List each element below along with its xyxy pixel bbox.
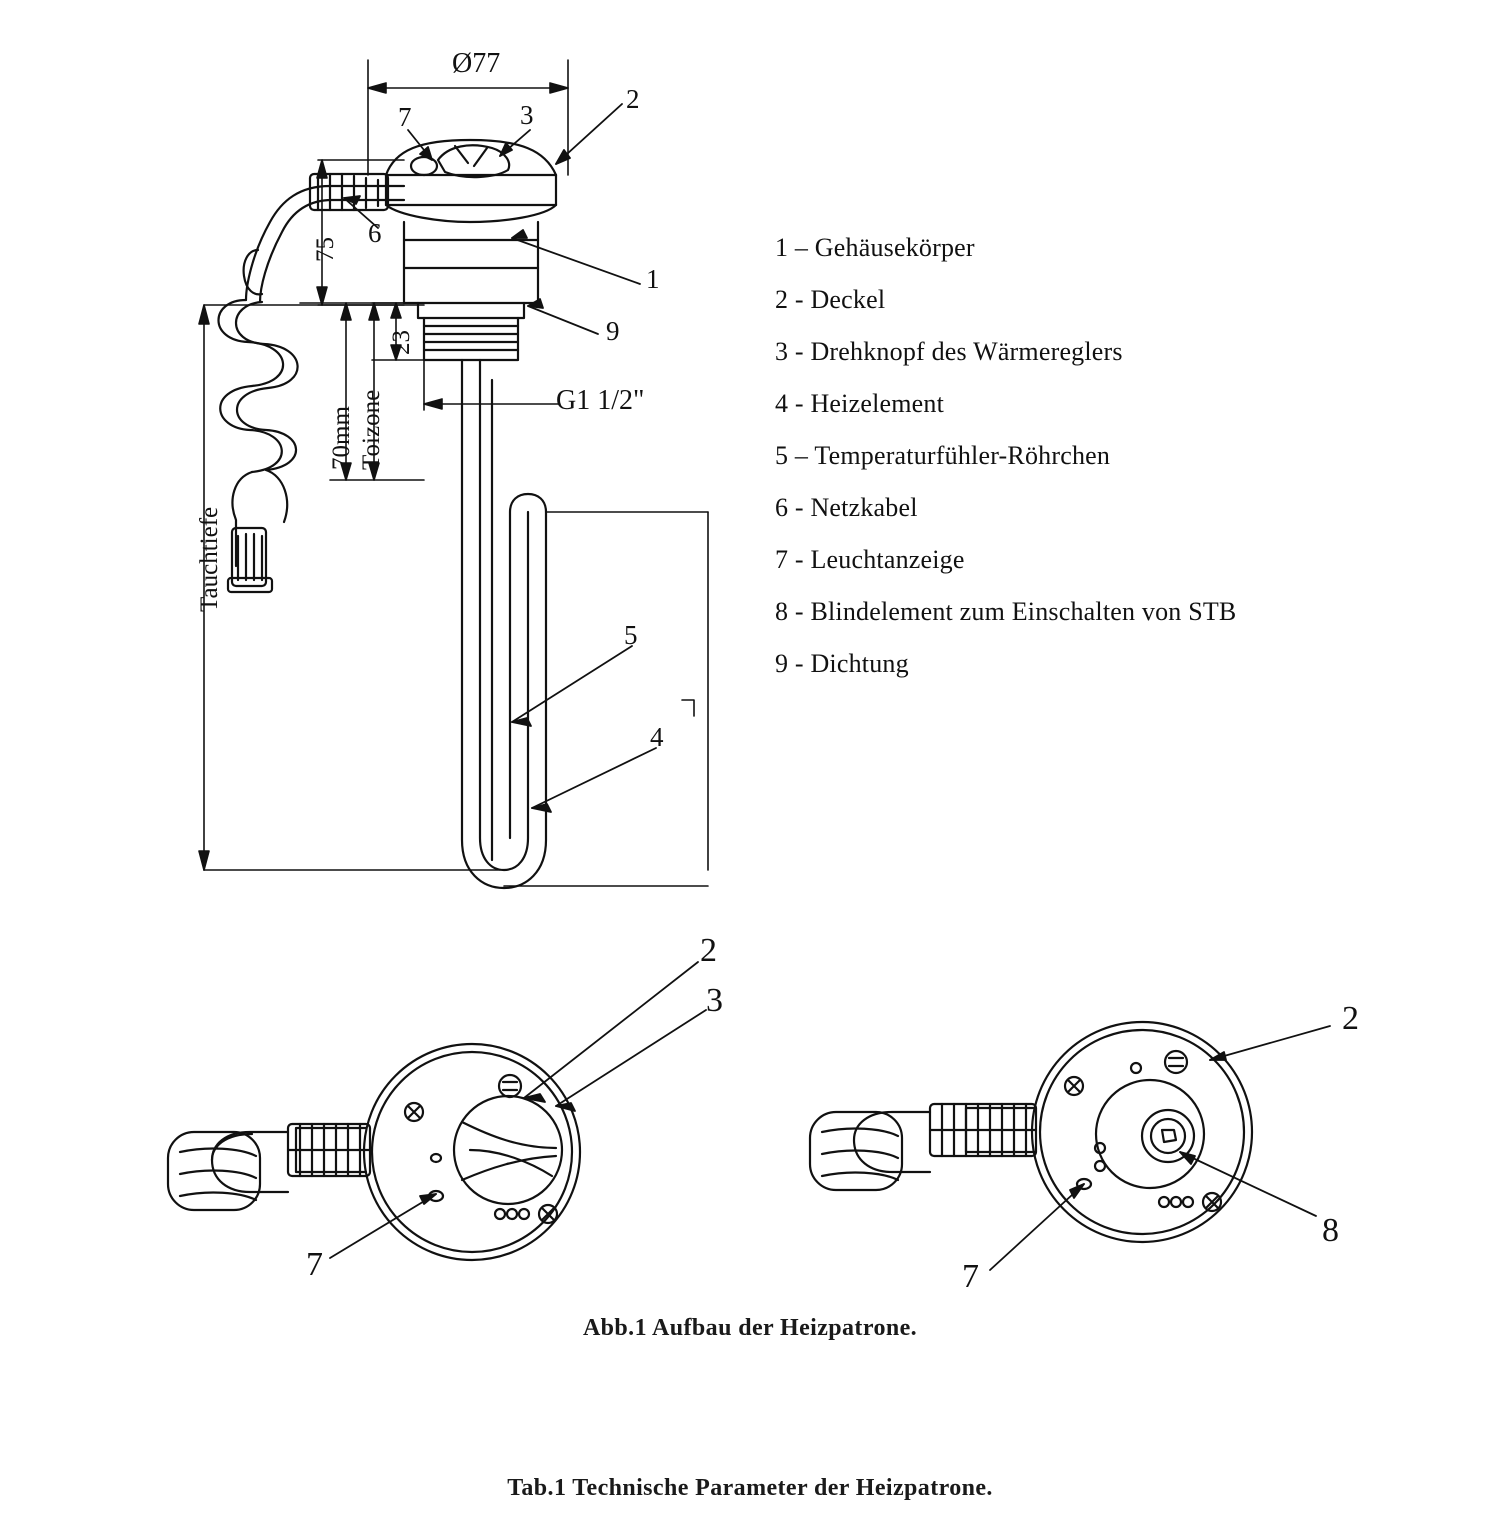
legend-item-2: 2 - Deckel bbox=[775, 285, 886, 314]
part-gasket-thread bbox=[418, 303, 524, 360]
dim-label-heating-zone: Toizone bbox=[358, 389, 385, 470]
callout-br-7: 7 bbox=[962, 1258, 979, 1295]
bottom-right-view bbox=[810, 1022, 1252, 1242]
callout-main-1: 1 bbox=[646, 264, 660, 294]
legend-item-6: 6 - Netzkabel bbox=[775, 493, 918, 522]
callout-br-2: 2 bbox=[1342, 1000, 1359, 1037]
legend-item-9: 9 - Dichtung bbox=[775, 649, 909, 678]
dim-label-thread: G1 1/2" bbox=[556, 385, 645, 416]
dim-label-diameter: Ø77 bbox=[452, 48, 501, 79]
legend-item-1: 1 – Gehäusekörper bbox=[775, 233, 975, 262]
callout-main-2: 2 bbox=[626, 84, 640, 114]
callout-main-4: 4 bbox=[650, 722, 664, 752]
legend-item-5: 5 – Temperaturfühler-Röhrchen bbox=[775, 441, 1111, 470]
dim-label-23: 23 bbox=[388, 330, 415, 355]
legend-item-4: 4 - Heizelement bbox=[775, 389, 945, 418]
legend-item-7: 7 - Leuchtanzeige bbox=[775, 545, 965, 574]
legend-list bbox=[775, 222, 1415, 690]
bottom-left-view bbox=[168, 1044, 580, 1260]
callout-bl-2: 2 bbox=[700, 932, 717, 969]
dim-label-immersion-depth: Tauchtiefe bbox=[196, 506, 223, 612]
dim-element-right-bracket bbox=[504, 512, 708, 886]
callout-leaders-main bbox=[344, 104, 656, 812]
dim-immersion-depth bbox=[199, 305, 500, 870]
part-indicator-lamp bbox=[411, 157, 437, 175]
part-lid bbox=[386, 140, 556, 222]
callout-main-5: 5 bbox=[624, 620, 638, 650]
callout-main-7: 7 bbox=[398, 102, 412, 132]
part-knob bbox=[438, 145, 509, 177]
callout-bl-7: 7 bbox=[306, 1246, 323, 1283]
legend-item-8: 8 - Blindelement zum Einschalten von STB bbox=[775, 597, 1237, 626]
legend-item-3: 3 - Drehknopf des Wärmereglers bbox=[775, 337, 1123, 366]
callout-main-9: 9 bbox=[606, 316, 620, 346]
callout-main-6: 6 bbox=[368, 218, 382, 248]
figure-caption: Abb.1 Aufbau der Heizpatrone. bbox=[582, 1315, 918, 1341]
dim-label-75: 75 bbox=[312, 237, 339, 262]
callout-main-3: 3 bbox=[520, 100, 534, 130]
callout-br-8: 8 bbox=[1322, 1212, 1339, 1249]
callout-bl-3: 3 bbox=[706, 982, 723, 1019]
dim-label-70mm: 70mm bbox=[328, 406, 355, 470]
table-caption: Tab.1 Technische Parameter der Heizpatrone. bbox=[507, 1475, 993, 1501]
